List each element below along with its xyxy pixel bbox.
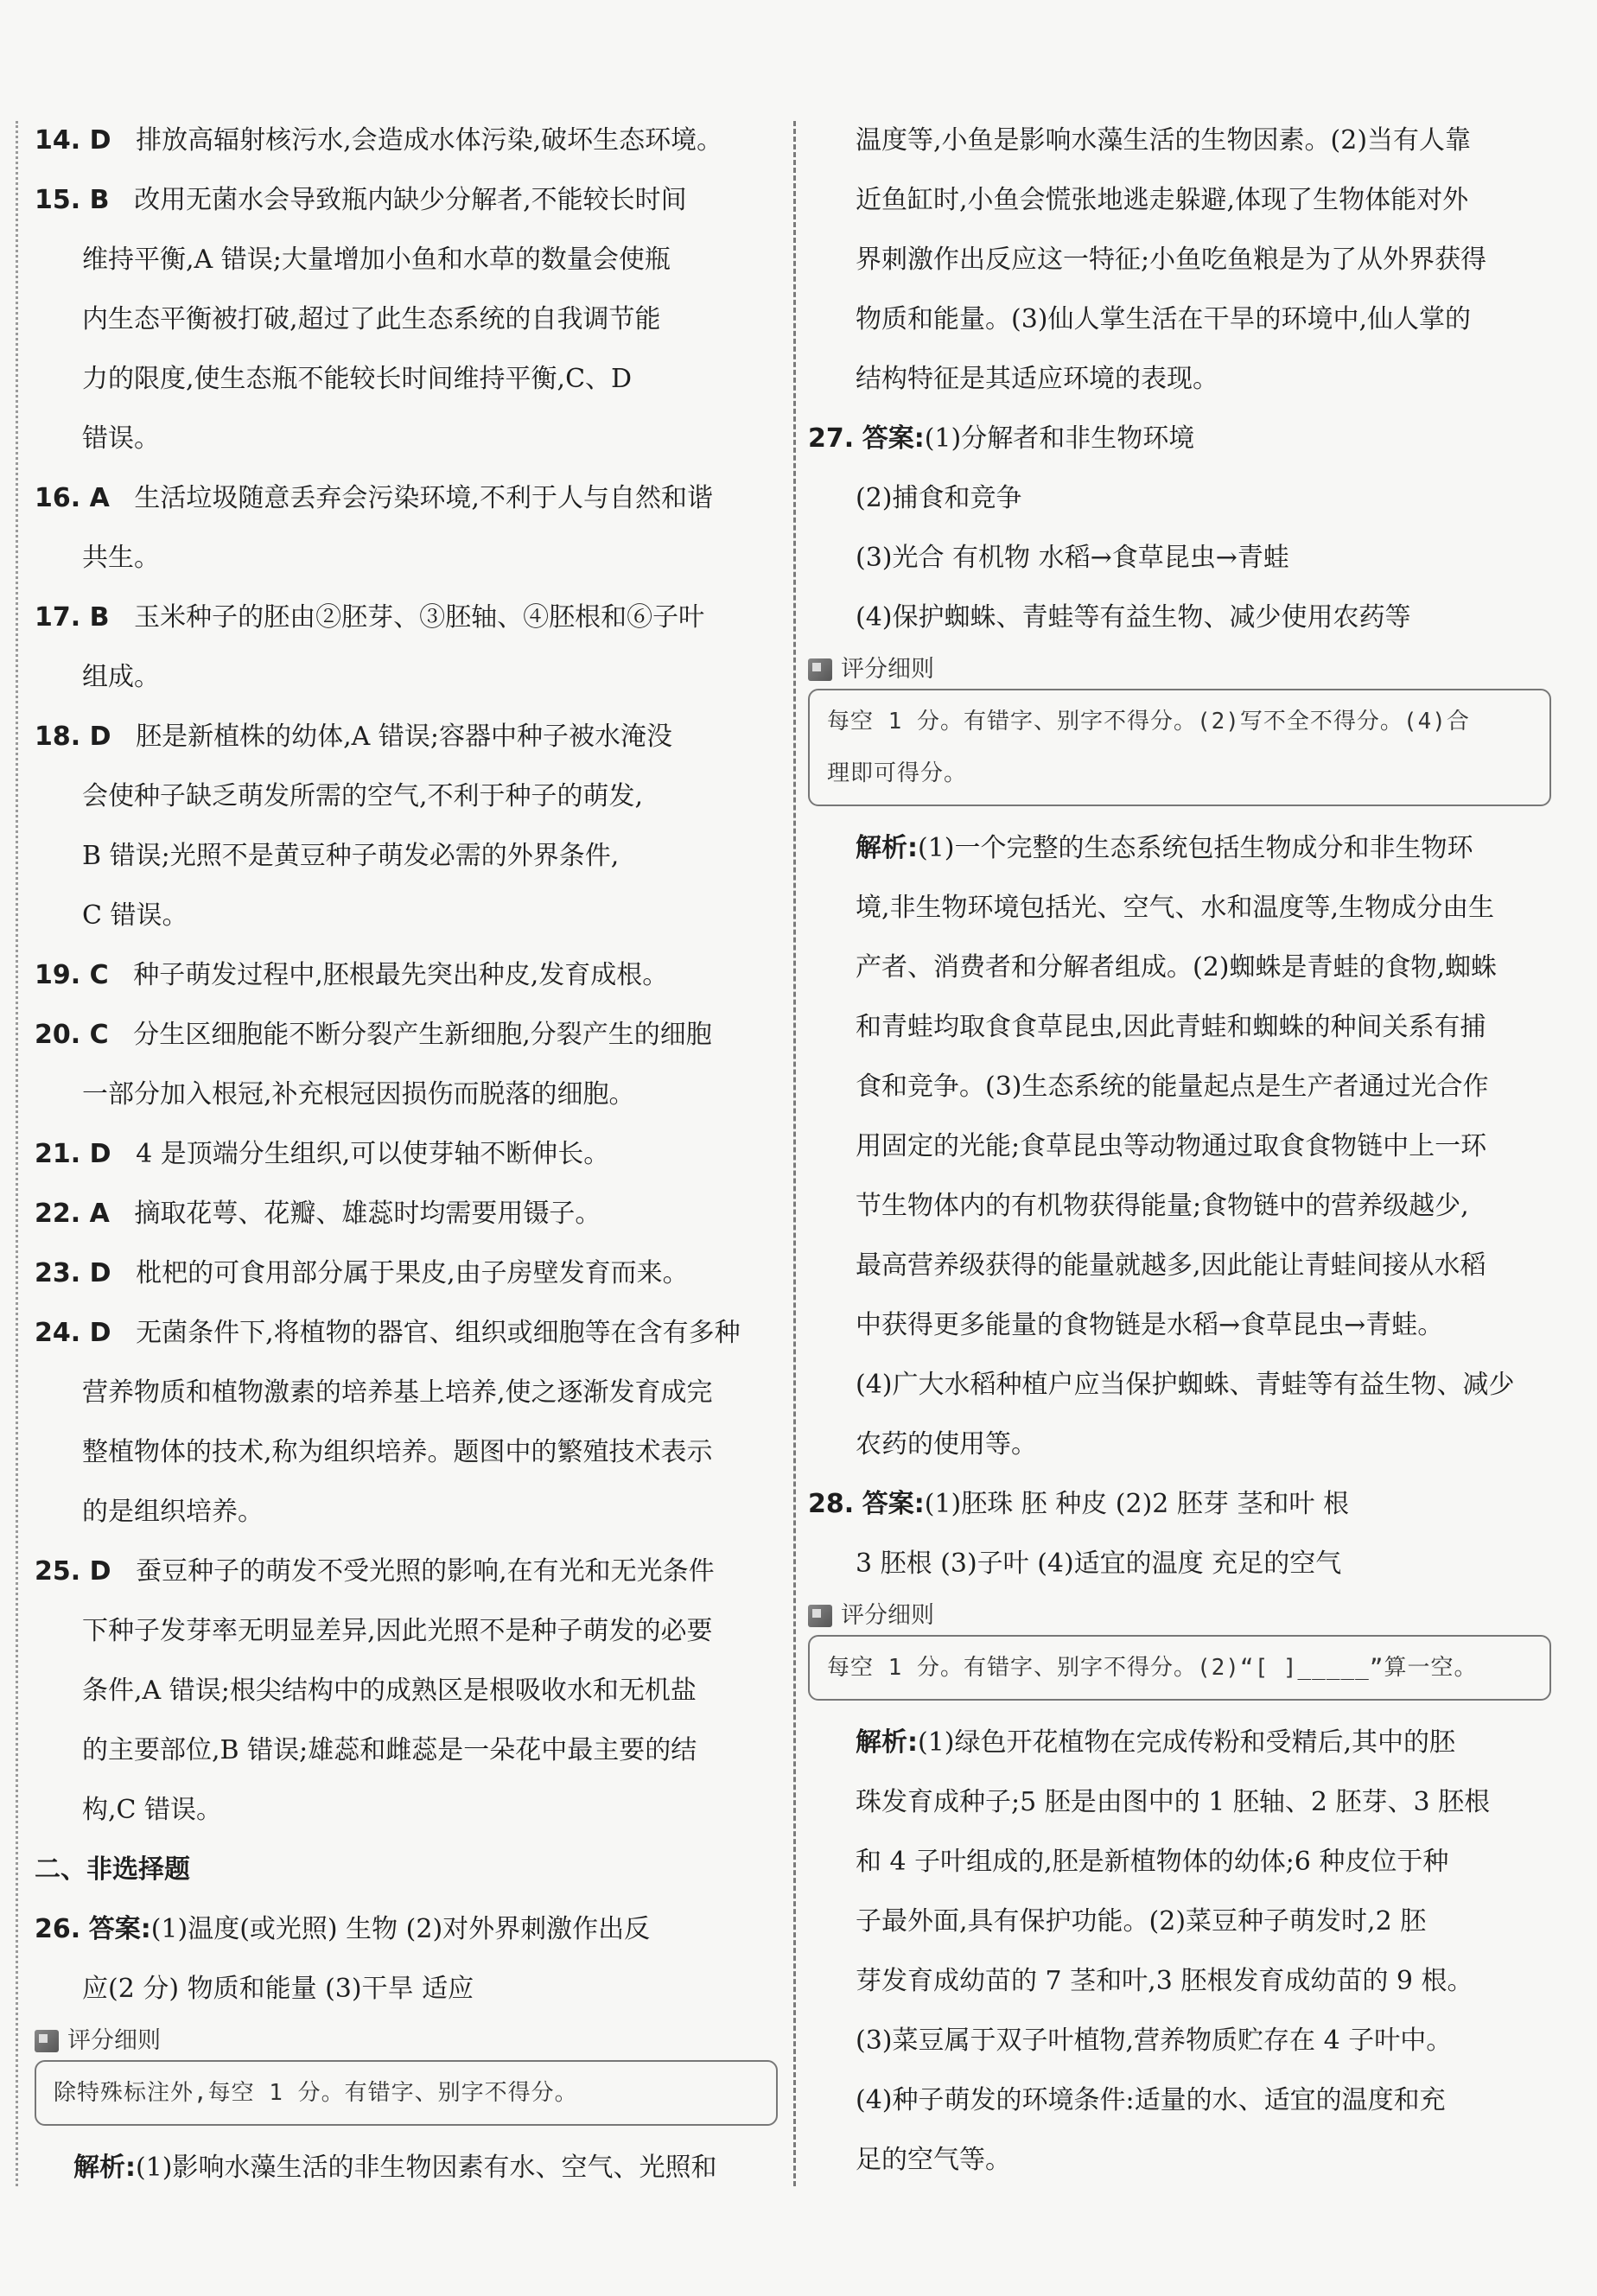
q21: 21. D 4 是顶端分生组织,可以使芽轴不断伸长。	[35, 1139, 610, 1169]
section-heading: 二、非选择题	[35, 1854, 190, 1885]
q26-rubric: 评分细则 除特殊标注外,每空 1 分。有错字、别字不得分。	[35, 2026, 778, 2126]
q28-rubric: 评分细则 每空 1 分。有错字、别字不得分。(2)“[ ]_____”算一空。	[808, 1600, 1551, 1701]
q17: 17. B 玉米种子的胚由②胚芽、③胚轴、④胚根和⑥子叶 组成。	[35, 602, 705, 692]
rubric-icon	[35, 2030, 59, 2052]
q18: 18. D 胚是新植株的幼体,A 错误;容器中种子被水淹没 会使种子缺乏萌发所需的空气,不利于种子的萌发, B 错误;光照不是黄豆种子萌发必需的外界条件, C 错误。	[35, 722, 672, 931]
q26-continued: 温度等,小鱼是影响水藻生活的生物因素。(2)当有人靠 近鱼缸时,小鱼会慌张地逃走躲避,体现了生物体能对外 界刺激作出反应这一特征;小鱼吃鱼粮是为了从外界获得 物质和能量。(3)仙人掌生活在干旱的环境中,仙人掌的 结构特征是其适应环境的表现。	[856, 125, 1487, 394]
q25: 25. D 蚕豆种子的萌发不受光照的影响,在有光和无光条件 下种子发芽率无明显差异,因此光照不是种子萌发的必要 条件,A 错误;根尖结构中的成熟区是根吸收水和无机盐 的主要部位,B 错误;雄蕊和雌蕊是一朵花中最主要的结 构,C 错误。	[35, 1556, 715, 1825]
rubric-icon	[808, 658, 832, 681]
right-column	[808, 111, 1551, 2190]
q14: 14. D 排放高辐射核污水,会造成水体污染,破坏生态环境。	[35, 125, 723, 156]
rubric-box: 每空 1 分。有错字、别字不得分。(2)“[ ]_____”算一空。	[808, 1635, 1551, 1701]
rubric-box: 每空 1 分。有错字、别字不得分。(2)写不全不得分。(4)合 理即可得分。	[808, 689, 1551, 806]
rubric-box: 除特殊标注外,每空 1 分。有错字、别字不得分。	[35, 2060, 778, 2126]
rubric-icon	[808, 1605, 832, 1627]
q16: 16. A 生活垃圾随意丢弃会污染环境,不利于人与自然和谐 共生。	[35, 483, 713, 573]
left-column	[35, 111, 778, 2197]
q22: 22. A 摘取花萼、花瓣、雄蕊时均需要用镊子。	[35, 1199, 601, 1229]
q28: 28. 答案:(1)胚珠 胚 种皮 (2)2 胚芽 茎和叶 根 3 胚根 (3)子叶 (4)适宜的温度 充足的空气 评分细则 每空 1 分。有错字、别字不得分。(2)“[ ]_____”算一空。 解析:(1)绿色开花植物在完成传粉和受精后,其中的胚 珠发育成种子;5 胚是由图中的 1 胚轴、2 胚芽、3 胚根 和 4 子叶组成的,胚是新植物体的幼体;6 种皮位于种 子最外面,具有保护功能。(2)菜豆种子萌发时,2 胚 芽发育成幼苗的 7 茎和叶,3 胚根发育成幼苗的 9 根。 (3)菜豆属于双子叶植物,营养物质贮存在 4 子叶中。 (4)种子萌发的环境条件:适量的水、适宜的温度和充 足的空气等。	[808, 1474, 1551, 2190]
q15: 15. B 改用无菌水会导致瓶内缺少分解者,不能较长时间 维持平衡,A 错误;大量增加小鱼和水草的数量会使瓶 内生态平衡被打破,超过了此生态系统的自我调节能 力的限度,使生态瓶不能较长时间维持平衡,C、D 错误。	[35, 185, 687, 454]
q27-rubric: 评分细则 每空 1 分。有错字、别字不得分。(2)写不全不得分。(4)合 理即可得分。	[808, 654, 1551, 806]
binding-edge-mark	[16, 121, 18, 2186]
q23: 23. D 枇杷的可食用部分属于果皮,由子房壁发育而来。	[35, 1258, 689, 1288]
q24: 24. D 无菌条件下,将植物的器官、组织或细胞等在含有多种 营养物质和植物激素的培养基上培养,使之逐渐发育成完 整植物体的技术,称为组织培养。题图中的繁殖技术表示 的是组织培养。	[35, 1318, 741, 1527]
q20: 20. C 分生区细胞能不断分裂产生新细胞,分裂产生的细胞 一部分加入根冠,补充根冠因损伤而脱落的细胞。	[35, 1020, 712, 1110]
column-divider	[793, 121, 796, 2186]
q27: 27. 答案:(1)分解者和非生物环境 (2)捕食和竞争 (3)光合 有机物 水稻→食草昆虫→青蛙 (4)保护蜘蛛、青蛙等有益生物、减少使用农药等 评分细则 每空 1 分。有错字、别字不得分。(2)写不全不得分。(4)合 理即可得分。 解析:(1)一个完整的生态系统包括生物成分和非生物环 境,非生物环境包括光、空气、水和温度等,生物成分由生 产者、消费者和分解者组成。(2)蜘蛛是青蛙的食物,蜘蛛 和青蛙均取食食草昆虫,因此青蛙和蜘蛛的种间关系有捕 食和竞争。(3)生态系统的能量起点是生产者通过光合作 用固定的光能;食草昆虫等动物通过取食食物链中上一环 节生物体内的有机物获得能量;食物链中的营养级越少, 最高营养级获得的能量就越多,因此能让青蛙间接从水稻 中获得更多能量的食物链是水稻→食草昆虫→青蛙。 (4)广大水稻种植户应当保护蜘蛛、青蛙等有益生物、减少 农药的使用等。	[808, 409, 1551, 1474]
q26: 26. 答案:(1)温度(或光照) 生物 (2)对外界刺激作出反 应(2 分) 物质和能量 (3)干旱 适应 评分细则 除特殊标注外,每空 1 分。有错字、别字不得分。 解析:(1)影响水藻生活的非生物因素有水、空气、光照和	[35, 1899, 778, 2197]
q19: 19. C 种子萌发过程中,胚根最先突出种皮,发育成根。	[35, 960, 669, 990]
